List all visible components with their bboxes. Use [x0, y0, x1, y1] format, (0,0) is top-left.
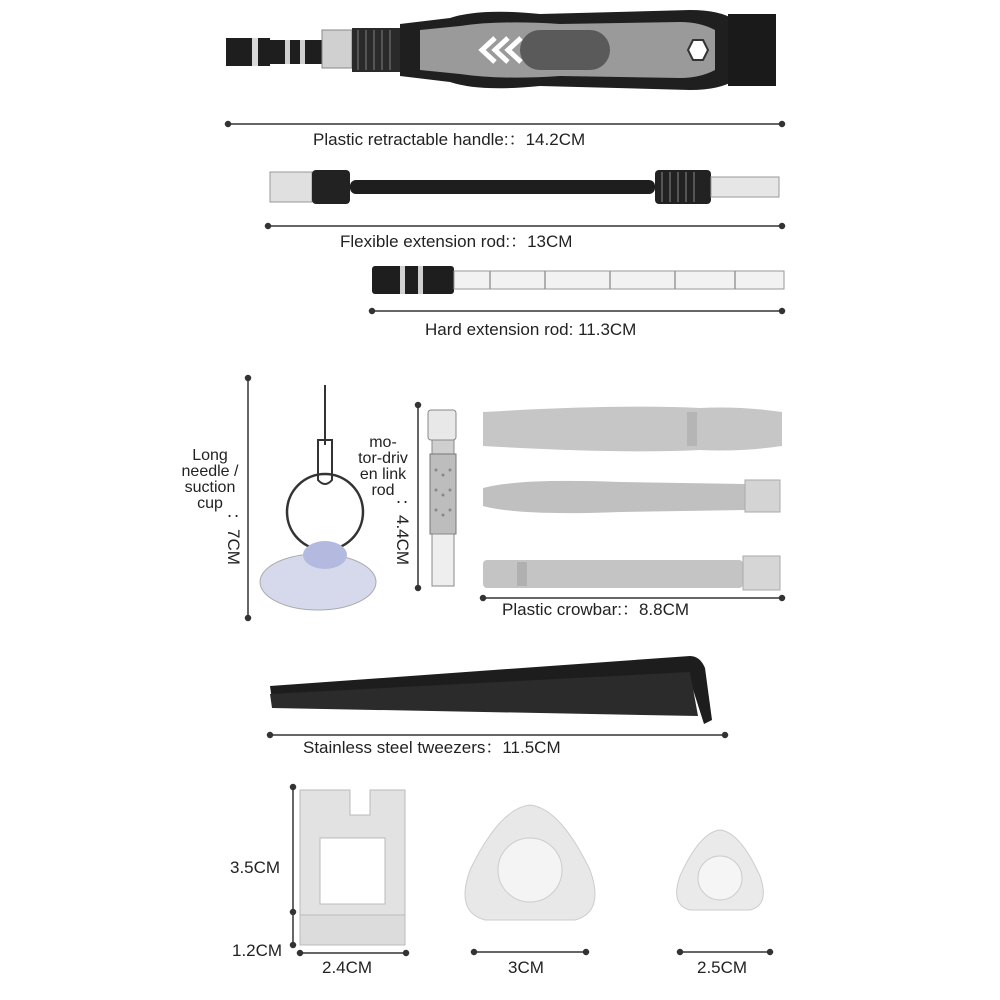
motor-size-label: ：4.4CM: [393, 498, 412, 566]
retractable-handle-image: [226, 10, 776, 90]
pick-small-label: 2.5CM: [697, 958, 748, 977]
magnetizer-base-label: 1.2CM: [232, 941, 283, 960]
magnetizer-width-label: 2.4CM: [322, 958, 373, 977]
motor-rod-line: tor-driv: [358, 450, 408, 467]
long-needle-line: needle /: [181, 463, 239, 480]
tweezers-image: [270, 656, 712, 724]
long-needle-line: Long: [192, 447, 228, 464]
long-needle-line: suction: [184, 479, 236, 496]
magnetizer-height-label: 3.5CM: [230, 858, 281, 877]
handle-label: Plastic retractable handle:：14.2CM: [313, 130, 586, 149]
magnetizer-image: [300, 790, 405, 945]
pry-picks-image: [465, 805, 763, 920]
needle-size-label: ：7CM: [224, 512, 243, 565]
flex-rod-label: Flexible extension rod:：13CM: [340, 232, 573, 251]
crowbar-label: Plastic crowbar:：8.8CM: [502, 600, 690, 619]
motor-rod-line: en link: [359, 466, 407, 483]
link-rod-image: [428, 410, 456, 586]
hard-rod-image: [372, 266, 784, 294]
flexible-rod-image: [270, 170, 779, 204]
long-needle-label: [170, 448, 250, 512]
tweezers-label: Stainless steel tweezers：11.5CM: [303, 738, 561, 757]
pick-large-label: 3CM: [508, 958, 544, 977]
hard-rod-label: Hard extension rod: 11.3CM: [425, 320, 637, 339]
motor-rod-label: [345, 435, 421, 499]
long-needle-line: cup: [197, 495, 223, 512]
plastic-crowbar-image: [483, 407, 782, 590]
motor-rod-line: mo-: [369, 434, 397, 451]
motor-rod-line: rod: [371, 482, 395, 499]
